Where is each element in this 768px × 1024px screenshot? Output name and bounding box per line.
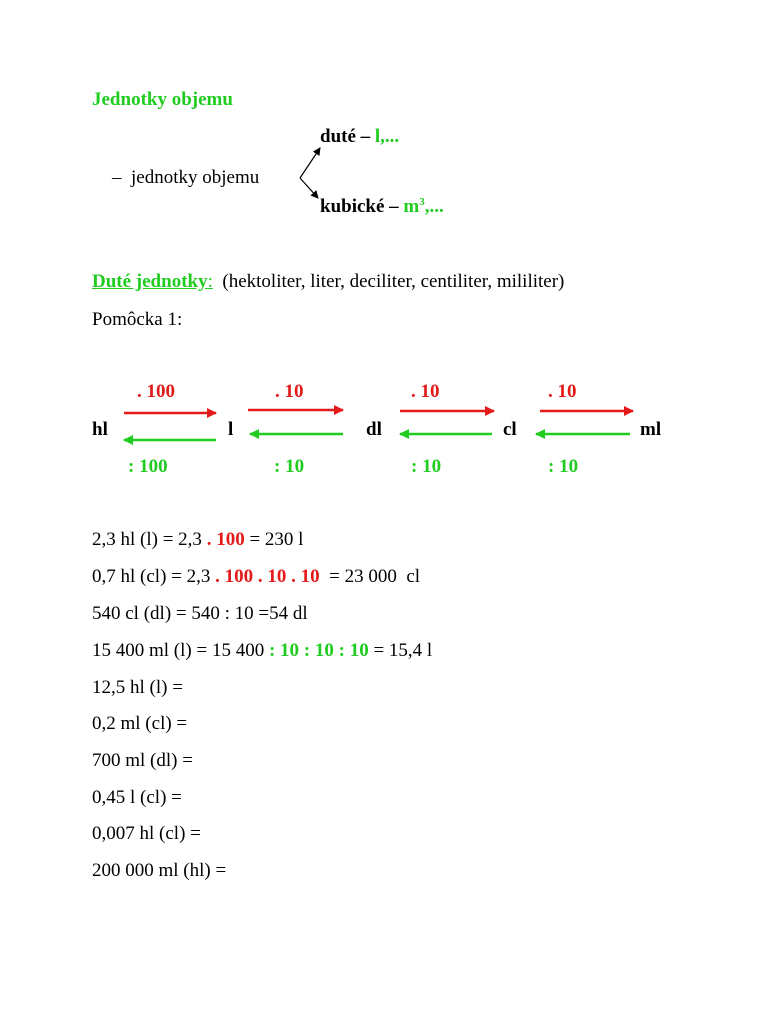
hollow-units-line — [92, 271, 564, 293]
multiply-label-4: . 10 — [548, 381, 577, 402]
cubic-branch-value-base: m — [403, 196, 420, 217]
cubic-branch-value-exp: 3 — [419, 196, 425, 208]
unit-hl: hl — [92, 419, 108, 440]
section-title: Jednotky objemu — [92, 89, 233, 110]
divide-label-1: : 100 — [128, 456, 168, 477]
branch-lead-dash: – — [112, 167, 122, 188]
example-4-suffix: = 15,4 l — [368, 640, 433, 661]
unit-ml: ml — [640, 419, 662, 440]
example-4 — [92, 640, 432, 662]
exercise-6: 200 000 ml (hl) = — [92, 860, 227, 881]
unit-dl: dl — [366, 419, 382, 440]
hollow-units-list: (hektoliter, liter, deciliter, centiliter, mililiter) — [222, 271, 565, 292]
example-3 — [92, 603, 308, 625]
hollow-branch-dash: – — [360, 126, 371, 147]
hint-label: Pomôcka 1: — [92, 309, 183, 330]
hollow-branch-value: l,... — [374, 126, 400, 147]
branch-lead-text: jednotky objemu — [131, 167, 260, 188]
example-1-prefix: 2,3 hl (l) = 2,3 — [92, 529, 207, 550]
example-2-suffix: = 23 000 cl — [319, 566, 421, 587]
cubic-branch-word: kubické — [320, 196, 385, 217]
example-1-suffix: = 230 l — [244, 529, 304, 550]
exercise-4: 0,45 l (cl) = — [92, 787, 182, 808]
example-1 — [92, 529, 303, 551]
branch-arrow-down — [300, 178, 318, 198]
example-2-prefix: 0,7 hl (cl) = 2,3 — [92, 566, 216, 587]
divide-label-4: : 10 — [548, 456, 579, 477]
multiply-label-1: . 100 — [137, 381, 175, 402]
hollow-units-colon: : — [207, 271, 213, 292]
exercise-3: 700 ml (dl) = — [92, 750, 193, 771]
divide-label-2: : 10 — [274, 456, 305, 477]
exercise-5: 0,007 hl (cl) = — [92, 823, 201, 844]
cubic-branch-value-tail: ,... — [424, 196, 444, 217]
multiply-label-2: . 10 — [275, 381, 304, 402]
cubic-branch-dash: – — [389, 196, 399, 217]
example-1-op: . 100 — [206, 529, 245, 550]
divide-label-3: : 10 — [411, 456, 442, 477]
unit-cl: cl — [503, 419, 517, 440]
branch-arrow-up — [300, 148, 320, 178]
example-4-prefix: 15 400 ml (l) = 15 400 — [92, 640, 269, 661]
exercise-2: 0,2 ml (cl) = — [92, 713, 188, 734]
example-2-op: . 100 . 10 . 10 — [215, 566, 320, 587]
example-2 — [92, 566, 420, 588]
hollow-branch-word: duté — [320, 126, 356, 147]
exercise-1: 12,5 hl (l) = — [92, 677, 183, 698]
example-3-prefix: 540 cl (dl) = 540 : 10 =54 dl — [92, 603, 308, 624]
unit-l: l — [228, 419, 234, 440]
multiply-label-3: . 10 — [411, 381, 440, 402]
example-4-op: : 10 : 10 : 10 — [268, 640, 369, 661]
hollow-units-heading: Duté jednotky — [92, 271, 208, 292]
